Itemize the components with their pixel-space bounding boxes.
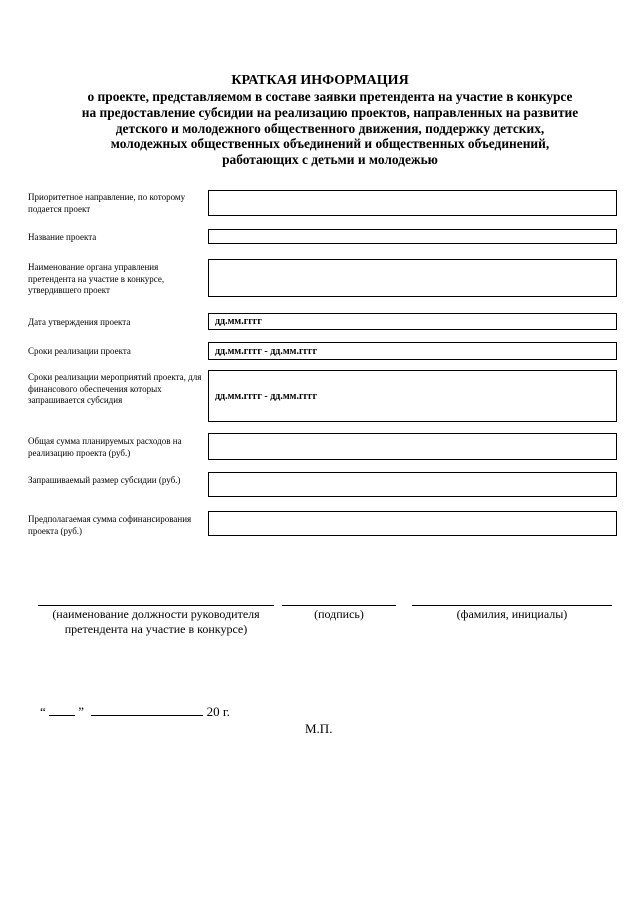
form-field-activities-period[interactable]: дд.мм.гггг - дд.мм.гггг — [208, 370, 617, 422]
subtitle-line: молодежных общественных объединений и общественных объединений, — [110, 136, 550, 152]
form-field-approval-date[interactable]: дд.мм.гггг — [208, 313, 617, 330]
date-line — [40, 703, 230, 720]
form-label-cofinancing: Предполагаемая сумма софинансирования проекта (руб.) — [28, 514, 192, 536]
subtitle-line: детского и молодежного общественного движения, поддержку детских, — [115, 120, 545, 136]
form-label-activities-period: Сроки реализации мероприятий проекта, для финансового обеспечения которых запрашивается субсидия — [28, 372, 202, 405]
signature-line-position — [38, 605, 274, 606]
form-label-project-name: Название проекта — [28, 232, 97, 242]
header-title: КРАТКАЯ ИНФОРМАЦИЯ — [231, 73, 409, 88]
stamp-mp: М.П. — [305, 721, 333, 736]
form-label-approving-body: Наименование органа управления претендента на участие в конкурсе, утвердившего проект — [28, 262, 165, 295]
subtitle-line: работающих с детьми и молодежью — [222, 152, 438, 168]
form-field-project-name[interactable] — [208, 229, 617, 244]
form-field-priority-direction[interactable] — [208, 190, 617, 216]
form-field-cofinancing[interactable] — [208, 511, 617, 536]
date-open-quote: “ — [40, 704, 46, 719]
form-label-priority-direction: Приоритетное направление, по которому подается проект — [28, 192, 186, 214]
form-field-requested-subsidy[interactable] — [208, 472, 617, 497]
form-label-project-period: Сроки реализации проекта — [28, 346, 131, 356]
date-year-text: 20 г. — [206, 704, 230, 719]
form-label-approval-date: Дата утверждения проекта — [28, 317, 131, 327]
date-close-quote: ” — [78, 704, 85, 719]
form-label-total-expenses: Общая сумма планируемых расходов на реализацию проекта (руб.) — [28, 436, 182, 458]
position-caption: (наименование должности руководителя претендента на участие в конкурсе) — [52, 607, 260, 636]
date-day-blank[interactable] — [49, 703, 75, 716]
form-label-requested-subsidy: Запрашиваемый размер субсидии (руб.) — [28, 475, 181, 485]
name-caption: (фамилия, инициалы) — [456, 607, 568, 621]
signature-line-signature — [282, 605, 396, 606]
form-field-project-period[interactable]: дд.мм.гггг - дд.мм.гггг — [208, 342, 617, 360]
subtitle-line: на предоставление субсидии на реализацию проектов, направленных на развитие — [81, 104, 579, 120]
signature-caption: (подпись) — [314, 607, 364, 621]
form-field-approving-body[interactable] — [208, 259, 617, 297]
date-month-blank[interactable] — [91, 703, 203, 716]
form-field-total-expenses[interactable] — [208, 433, 617, 460]
subtitle-line: о проекте, представляемом в составе заявки претендента на участие в конкурсе — [87, 89, 573, 104]
signature-line-name — [412, 605, 612, 606]
